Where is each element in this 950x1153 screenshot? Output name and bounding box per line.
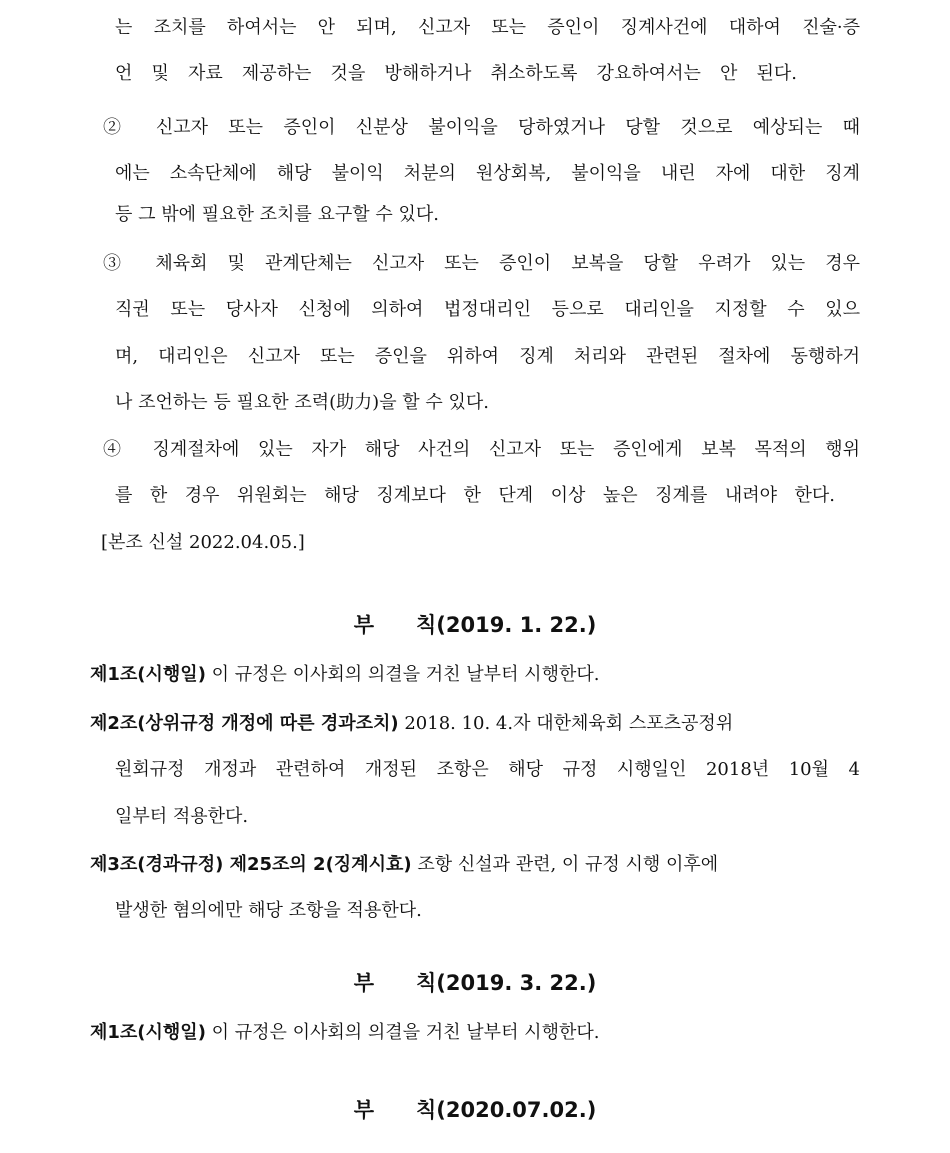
addendum-heading-part: 부 <box>353 1098 374 1122</box>
addendum-heading-part: 칙(2019. 1. 22.) <box>415 613 597 637</box>
paragraph-4-line: 를 한 경우 위원회는 해당 징계보다 한 단계 이상 높은 징계를 내려야 한다. <box>115 485 835 506</box>
addendum-heading <box>0 611 950 639</box>
addendum-heading-part: 칙(2019. 3. 22.) <box>415 971 597 995</box>
article-text: 이 규정은 이사회의 의결을 거친 날부터 시행한다. <box>205 1022 600 1043</box>
article-text: 발생한 혐의에만 해당 조항을 적용한다. <box>115 900 422 921</box>
article-text: 원회규정 개정과 관련하여 개정된 조항은 해당 규정 시행일인 2018년 10월 4 <box>115 759 860 780</box>
article-text: 일부터 적용한다. <box>115 806 249 827</box>
paragraph-3-line: 나 조언하는 등 필요한 조력(助力)을 할 수 있다. <box>115 392 490 413</box>
article-label: 제3조(경과규정) 제25조의 2(징계시효) <box>90 854 412 875</box>
article-label: 제1조(시행일) <box>90 1022 206 1043</box>
addendum-article <box>90 712 733 736</box>
article-text: 조항 신설과 관련, 이 규정 시행 이후에 <box>411 854 719 875</box>
addendum-heading-part: 부 <box>353 613 374 637</box>
addendum-heading-part: 칙(2020.07.02.) <box>415 1098 597 1122</box>
paragraph-line: 는 조치를 하여서는 안 되며, 신고자 또는 증인이 징계사건에 대하여 진술·증 <box>115 17 860 38</box>
article-label: 제1조(시행일) <box>90 664 206 685</box>
addendum-article <box>90 853 718 877</box>
article-text: 2018. 10. 4.자 대한체육회 스포츠공정위 <box>398 713 734 734</box>
paragraph-4-line: ④ 징계절차에 있는 자가 해당 사건의 신고자 또는 증인에게 보복 목적의 행위 <box>103 439 860 460</box>
paragraph-2-line: ② 신고자 또는 증인이 신분상 불이익을 당하였거나 당할 것으로 예상되는 때 <box>103 117 860 138</box>
amendment-note: [본조 신설 2022.04.05.] <box>101 532 305 553</box>
paragraph-2-line: 등 그 밖에 필요한 조치를 요구할 수 있다. <box>115 204 439 225</box>
addendum-heading <box>0 969 950 997</box>
paragraph-2-line: 에는 소속단체에 해당 불이익 처분의 원상회복, 불이익을 내린 자에 대한 징계 <box>115 163 860 184</box>
addendum-heading-part: 부 <box>353 971 374 995</box>
article-label: 제2조(상위규정 개정에 따른 경과조치) <box>90 713 399 734</box>
addendum-heading <box>0 1096 950 1124</box>
addendum-article <box>90 1021 599 1045</box>
paragraph-3-line: 며, 대리인은 신고자 또는 증인을 위하여 징계 처리와 관련된 절차에 동행하거 <box>115 346 860 367</box>
paragraph-3-line: ③ 체육회 및 관계단체는 신고자 또는 증인이 보복을 당할 우려가 있는 경우 <box>103 253 860 274</box>
paragraph-3-line: 직권 또는 당사자 신청에 의하여 법정대리인 등으로 대리인을 지정할 수 있으 <box>115 299 860 320</box>
addendum-article <box>90 663 599 687</box>
paragraph-line: 언 및 자료 제공하는 것을 방해하거나 취소하도록 강요하여서는 안 된다. <box>115 63 797 84</box>
article-text: 이 규정은 이사회의 의결을 거친 날부터 시행한다. <box>205 664 600 685</box>
